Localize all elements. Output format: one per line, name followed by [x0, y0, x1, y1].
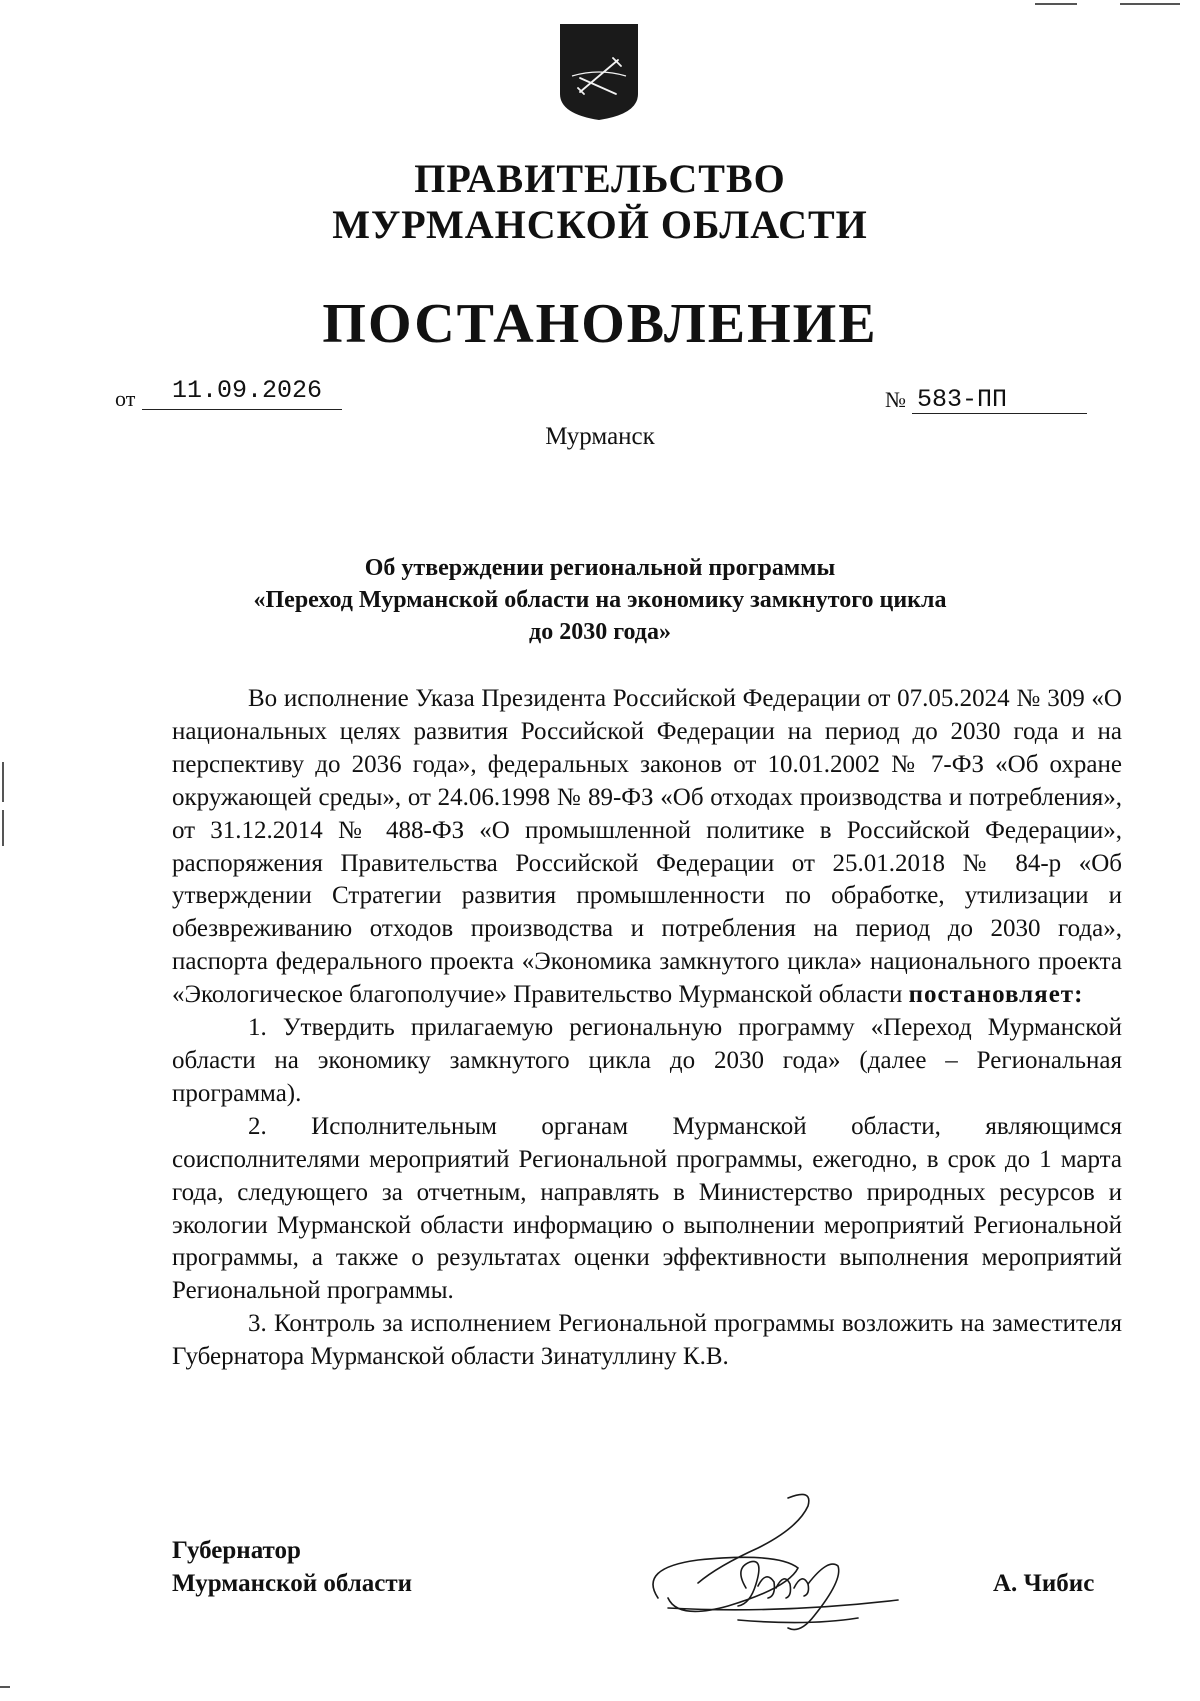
org-name-line2: МУРМАНСКОЙ ОБЛАСТИ	[332, 202, 868, 247]
signer-position-line2: Мурманской области	[172, 1570, 413, 1597]
signer-name: А. Чибис	[993, 1570, 1095, 1597]
preamble-text: Во исполнение Указа Президента Российской Федерации от 07.05.2024 № 309 «О национальных целях развития Российской Федерации на период до 2030 года и на перспективу до 2036 года», федеральных законов от 10.01.2002 № 7-ФЗ «Об охране окружающей среды», от 24.06.1998 № 89-ФЗ «Об отходах производства и потребления», от 31.12.2014 № 488-ФЗ «О промышленной политике в Российской Федерации», распоряжения Правительства Российской Федерации от 25.01.2018 № 84-р «Об утверждении Стратегии развития промышленности по обработке, утилизации и обезвреживанию отходов производства и потребления на период до 2030 года», паспорта федерального проекта «Экономика замкнутого цикла» национального проекта «Экологическое благополучие» Правительство Мурманской области	[172, 685, 1122, 1009]
item-2: 2. Исполнительным органам Мурманской области, являющимся соисполнителями мероприятий Региональной программы, ежегодно, в срок до 1 марта года, следующего за отчетным, направлять в Министерство природных ресурсов и экологии Мурманской области информацию о выполнении мероприятий Региональной программы, а также о результатах оценки эффективности выполнения мероприятий Региональной программы.	[172, 1112, 1122, 1305]
number-underline	[912, 413, 1087, 414]
scan-mark	[1120, 3, 1180, 5]
margin-mark	[2, 762, 4, 802]
number-prefix: №	[885, 387, 906, 412]
title-line2: «Переход Мурманской области на экономику замкнутого цикла	[253, 587, 947, 613]
scan-mark	[0, 1686, 10, 1688]
title-line1: Об утверждении региональной программы	[364, 555, 836, 581]
scan-mark	[1035, 3, 1077, 5]
handwritten-signature-icon	[638, 1488, 908, 1638]
title-line3: до 2030 года»	[529, 619, 671, 645]
document-number: 583-ПП	[917, 385, 1008, 414]
coat-of-arms-icon	[558, 22, 640, 122]
date-prefix: от	[115, 386, 136, 411]
item-3: 3. Контроль за исполнением Региональной программы возложить на заместителя Губернатора Мурманской области Зинатуллину К.В.	[172, 1310, 1122, 1371]
document-city: Мурманск	[545, 423, 655, 450]
date-underline	[142, 409, 342, 410]
item-1: 1. Утвердить прилагаемую региональную программу «Переход Мурманской области на экономику замкнутого цикла до 2030 года» (далее – Региональная программа).	[172, 1014, 1122, 1107]
signer-position-line1: Губернатор	[172, 1537, 301, 1564]
document-date: 11.09.2026	[172, 376, 323, 405]
org-name-line1: ПРАВИТЕЛЬСТВО	[414, 156, 786, 201]
resolves-keyword: постановляет:	[908, 981, 1084, 1009]
preamble-paragraph	[172, 683, 1122, 1012]
margin-mark	[2, 810, 4, 846]
document-type: ПОСТАНОВЛЕНИЕ	[322, 293, 878, 355]
document-body	[172, 683, 1122, 1374]
